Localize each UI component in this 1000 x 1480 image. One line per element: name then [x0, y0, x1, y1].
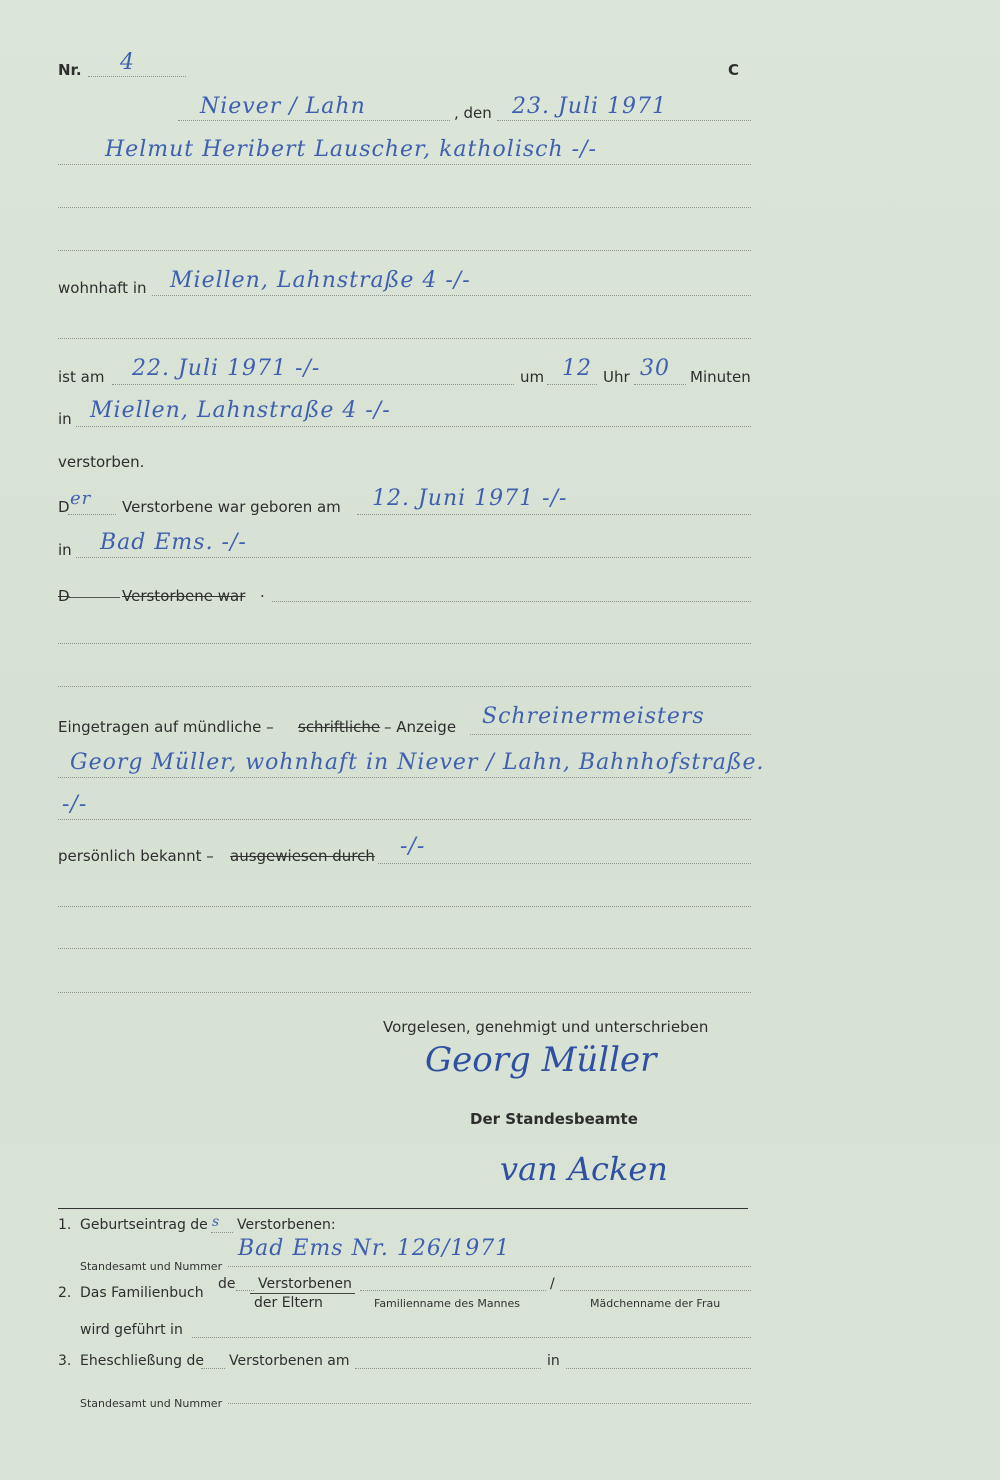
marriage-label-a: Eheschließung de [80, 1353, 204, 1369]
wife-maiden-name-label: Mädchenname der Frau [590, 1297, 721, 1310]
informant-occupation: Schreinermeisters [482, 704, 705, 729]
family-book-verstorbenen: Verstorbenen [258, 1276, 352, 1292]
struck-d: D [58, 587, 70, 605]
den-label: , den [454, 104, 492, 122]
place-value: Niever / Lahn [200, 94, 366, 119]
birth-gender-suffix: er [70, 488, 92, 509]
death-date-value: 22. Juli 1971 -/- [132, 356, 321, 381]
birth-date-value: 12. Juni 1971 -/- [372, 486, 568, 511]
struck-mark: . [260, 583, 265, 601]
date-value: 23. Juli 1971 [512, 94, 668, 119]
minuten-label: Minuten [690, 368, 751, 386]
uhr-label: Uhr [603, 368, 630, 386]
residence-value: Miellen, Lahnstraße 4 -/- [170, 268, 471, 293]
footer-item1-label-b: Verstorbenen: [237, 1217, 336, 1233]
registration-label-post: – Anzeige [384, 718, 457, 736]
footer-item1-suffix: s [212, 1214, 221, 1230]
standesamt-label-2: Standesamt und Nummer [80, 1397, 223, 1410]
struck-verstorbene-label: Verstorbene war [122, 587, 246, 605]
husband-surname-label: Familienname des Mannes [374, 1297, 521, 1310]
registration-label-struck: schriftliche [298, 718, 381, 736]
footer-item3-num: 3. [58, 1353, 72, 1369]
marriage-label-b: Verstorbenen am [229, 1353, 350, 1369]
death-hour: 12 [562, 356, 592, 381]
official-label: Der Standesbeamte [470, 1110, 638, 1128]
informant-signature: Georg Müller [425, 1040, 657, 1080]
marriage-in-label: in [547, 1353, 560, 1369]
entry-number: 4 [120, 50, 135, 75]
family-book-de: de [218, 1276, 236, 1292]
death-place-value: Miellen, Lahnstraße 4 -/- [90, 398, 391, 423]
death-place-label: in [58, 410, 72, 428]
birth-label: Verstorbene war geboren am [122, 498, 341, 516]
family-book-slash: / [550, 1276, 555, 1292]
residence-label: wohnhaft in [58, 279, 147, 297]
verstorben-label: verstorben. [58, 453, 145, 471]
informant-name-address: Georg Müller, wohnhaft in Niever / Lahn, Bahnhofstraße. [70, 750, 765, 775]
footer-item1-num: 1. [58, 1217, 72, 1233]
family-book-eltern: der Eltern [254, 1295, 323, 1311]
identity-label-struck: ausgewiesen durch [230, 847, 375, 865]
birth-place-label: in [58, 541, 72, 559]
registration-end-mark: -/- [62, 792, 88, 817]
birth-d-prefix: D [58, 498, 70, 516]
registration-label-pre: Eingetragen auf mündliche – [58, 718, 274, 736]
official-signature: van Acken [500, 1150, 668, 1188]
identity-label-pre: persönlich bekannt – [58, 847, 214, 865]
identity-value: -/- [400, 834, 426, 859]
birth-entry-value: Bad Ems Nr. 126/1971 [238, 1236, 511, 1261]
deceased-name: Helmut Heribert Lauscher, katholisch -/- [105, 137, 597, 162]
death-date-label: ist am [58, 368, 105, 386]
form-letter: C [728, 61, 740, 79]
family-book-kept-label: wird geführt in [80, 1322, 183, 1338]
um-label: um [520, 368, 545, 386]
family-book-label: Das Familienbuch [80, 1285, 204, 1301]
footer-item2-num: 2. [58, 1285, 72, 1301]
read-approved-signed-label: Vorgelesen, genehmigt und unterschrieben [383, 1018, 709, 1036]
death-minute: 30 [640, 356, 670, 381]
nr-label: Nr. [58, 61, 82, 79]
birth-place-value: Bad Ems. -/- [100, 530, 247, 555]
standesamt-label: Standesamt und Nummer [80, 1260, 223, 1273]
footer-item1-label-a: Geburtseintrag de [80, 1217, 208, 1233]
